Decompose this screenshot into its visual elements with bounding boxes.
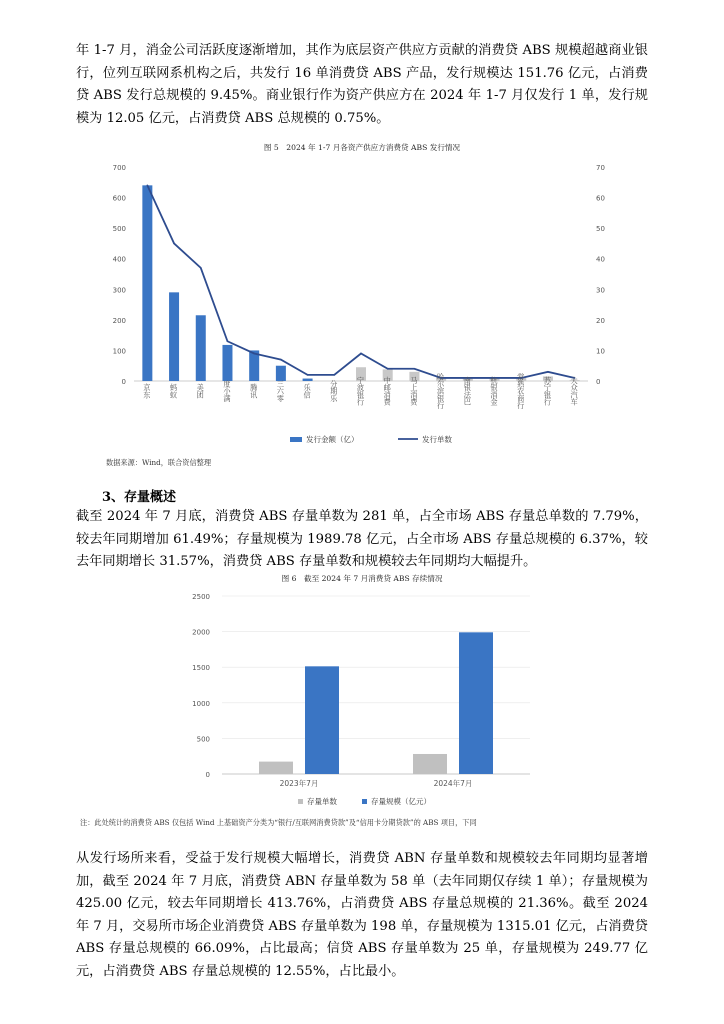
bar: [305, 666, 339, 774]
x-tick-label: 乐信: [303, 383, 313, 399]
legend-bar-label: 发行金额（亿）: [306, 435, 359, 444]
y-tick-label: 400: [112, 255, 126, 264]
line-point: [147, 185, 149, 187]
line-point: [280, 359, 282, 361]
y2-tick-label: 60: [596, 194, 605, 203]
y-tick-label: 0: [121, 378, 126, 386]
bar: [303, 379, 313, 381]
bar: [196, 315, 206, 381]
y2-tick-label: 30: [596, 286, 605, 295]
figure6-caption: 图 6 截至 2024 年 7 月消费贷 ABS 存续情况: [281, 574, 443, 583]
x-tick-label: 中邮消费: [383, 376, 393, 406]
line-series: [147, 185, 574, 378]
y-tick-label: 500: [196, 735, 210, 744]
figure5-source: 数据来源：Wind，联合资信整理: [106, 458, 212, 467]
x-tick-label: 哈尔滨银行: [436, 373, 446, 409]
figure6-note: 注：此处统计的消费贷 ABS 仅包括 Wind 上基础资产分类为“银行/互联网消费贷款”及“信用卡分期贷款”的 ABS 项目，下同: [80, 818, 477, 827]
y-tick-label: 0: [205, 771, 210, 779]
paragraph-1: 年 1-7 月，消金公司活跃度逐渐增加，其作为底层资产供应方贡献的消费贷 ABS 规模超越商业银行，位列互联网系机构之后，共发行 16 单消费贷 ABS 产品，发行规模达 151.76 亿元，占消费贷 ABS 发行总规模的 9.45%。商业银行作为资产供应方在 2024 年 1-7 月仅发行 1 单，发行规模为 12.05 亿元，占消费贷 ABS 总规模的 0.75%。: [76, 43, 648, 126]
legend-bar-swatch: [290, 437, 302, 442]
y-tick-label: 1500: [192, 664, 210, 673]
y-tick-label: 1000: [192, 699, 210, 708]
line-point: [360, 353, 362, 355]
line-point: [200, 267, 202, 269]
x-tick-label: 常熟农商行: [516, 373, 526, 409]
x-tick-label: 杭银消金: [490, 376, 500, 406]
section-heading: 3、存量概述: [102, 490, 177, 505]
x-tick-label: 南银法巴: [463, 376, 473, 406]
x-tick-label: 美团: [196, 383, 206, 399]
bar: [169, 292, 179, 381]
y-tick-label: 600: [112, 194, 126, 203]
x-tick-label: 马上消费: [409, 376, 419, 406]
x-tick-label: 苏宁银行: [543, 376, 553, 406]
legend-line-label: 发行单数: [422, 435, 452, 444]
line-point: [253, 353, 255, 355]
bar: [222, 345, 232, 381]
y2-tick-label: 10: [596, 347, 605, 356]
y-tick-label: 700: [112, 164, 126, 172]
outstanding-chart: [0, 586, 724, 816]
line-point: [227, 340, 229, 342]
y-tick-label: 2000: [192, 628, 210, 637]
x-tick-label: 度小满: [222, 380, 232, 402]
paragraph-3: 从发行场所来看，受益于发行规模大幅增长，消费贷 ABN 存量单数和规模较去年同期均显著增加，截至 2024 年 7 月底，消费贷 ABN 存量单数为 58 单（去年同期仅存续 1 单）；存量规模为 425.00 亿元，较去年同期增长 413.76%，占消费贷 ABS 存量总规模的 21.36%。截至 2024 年 7 月，交易所市场企业消费贷 ABS 存量单数为 198 单，存量规模为 1315.01 亿元，占消费贷 ABS 存量总规模的 66.09%，占比最高；信贷 ABS 存量单数为 25 单，存量规模为 249.77 亿元，占消费贷 ABS 存量总规模的 12.55%，占比最小。: [76, 851, 648, 979]
y2-tick-label: 40: [596, 255, 605, 264]
x-tick-label: 京东: [142, 383, 152, 399]
bar: [259, 762, 293, 774]
legend-swatch-size: [362, 799, 367, 804]
line-point: [387, 368, 389, 370]
y-tick-label: 2500: [192, 593, 210, 601]
y-tick-label: 500: [112, 225, 126, 234]
x-tick-label: 分期乐: [329, 380, 339, 402]
y2-tick-label: 50: [596, 225, 605, 234]
x-tick-label: 宁波银行: [356, 376, 366, 406]
y-tick-label: 300: [112, 286, 126, 295]
legend-label-size: 存量规模（亿元）: [371, 797, 431, 806]
line-point: [173, 243, 175, 245]
y2-tick-label: 20: [596, 316, 605, 325]
legend-swatch-count: [298, 799, 303, 804]
issuance-chart: [0, 155, 724, 455]
y2-tick-label: 70: [596, 164, 605, 172]
line-point: [307, 374, 309, 376]
x-tick-label: 2023年7月: [279, 779, 319, 788]
x-tick-label: 三六零: [276, 380, 286, 402]
bar: [413, 754, 447, 774]
bar: [276, 366, 286, 381]
line-point: [414, 368, 416, 370]
line-point: [547, 371, 549, 373]
figure5-caption: 图 5 2024 年 1-7 月各资产供应方消费贷 ABS 发行情况: [263, 143, 461, 152]
x-tick-label: 大众汽车: [570, 376, 580, 406]
x-tick-label: 蚂蚁: [169, 383, 179, 399]
legend-label-count: 存量单数: [307, 797, 337, 806]
y2-tick-label: 0: [596, 378, 601, 386]
x-tick-label: 腾讯: [249, 383, 259, 399]
bar: [459, 632, 493, 774]
paragraph-2: 截至 2024 年 7 月底，消费贷 ABS 存量单数为 281 单，占全市场 ABS 存量总单数的 7.79%，较去年同期增加 61.49%；存量规模为 1989.78 亿元，占全市场 ABS 存量总规模的 6.37%，较去年同期增长 31.57%，消费贷 ABS 存量单数和规模较去年同期均大幅提升。: [76, 509, 648, 569]
x-tick-label: 2024年7月: [433, 779, 473, 788]
line-point: [333, 374, 335, 376]
y-tick-label: 200: [112, 316, 126, 325]
bar: [142, 185, 152, 381]
y-tick-label: 100: [112, 347, 126, 356]
